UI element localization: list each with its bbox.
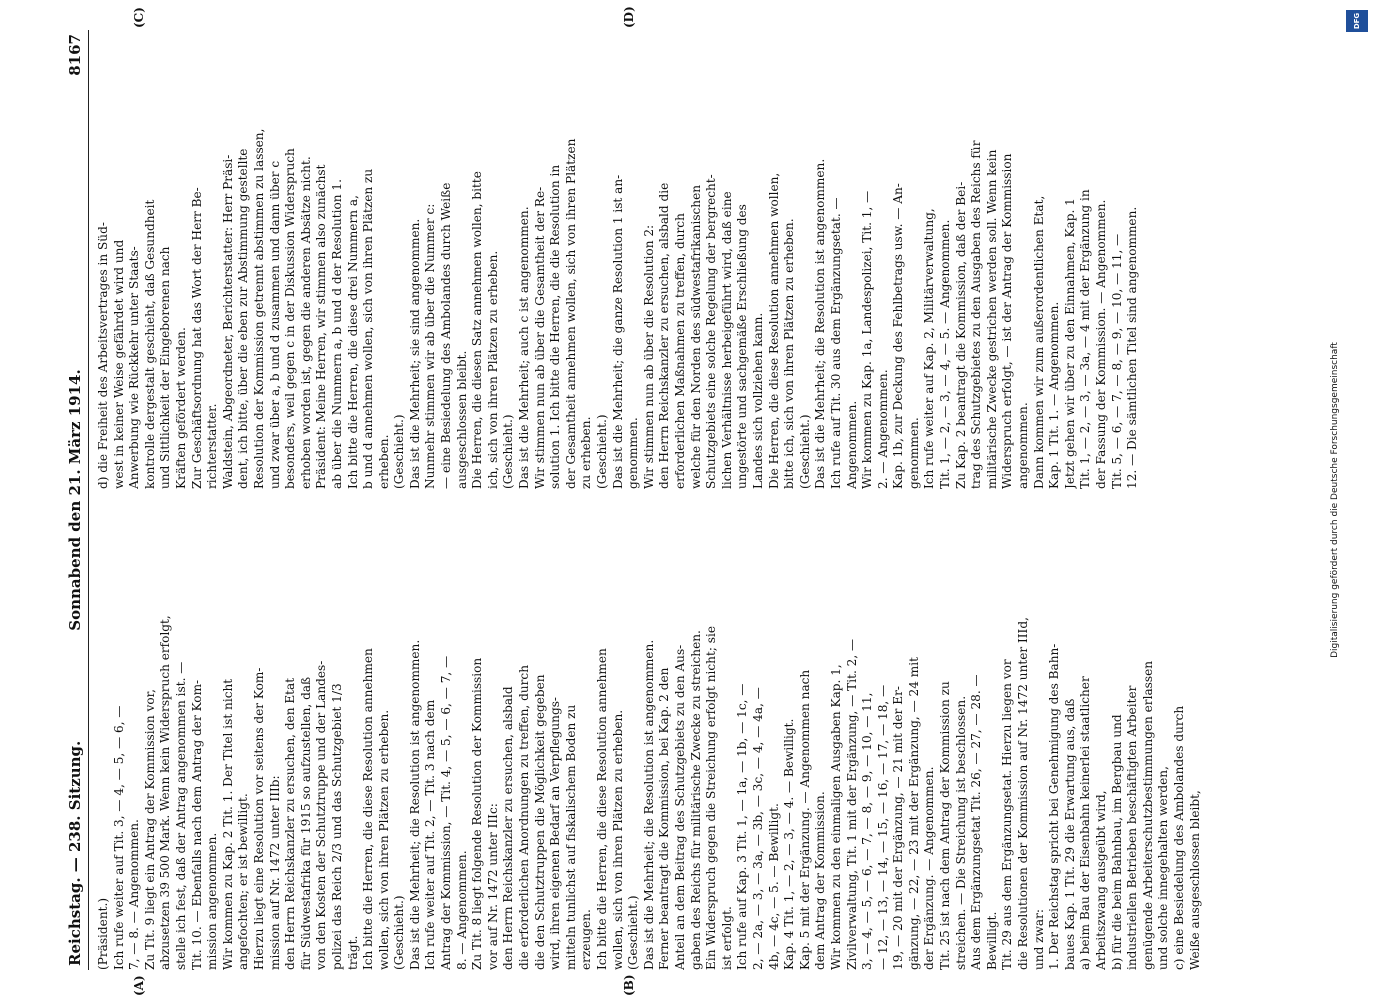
text-line: 2, — 2a, — 3, — 3a, — 3b, — 3c, — 4, — 4a, — [750,687,765,970]
margin-mark-c: (C) [132,7,146,28]
text-line: Kap. 1b, zur Deckung des Fehlbetrags usw. — An- [891,183,906,489]
text-line: (Geschieht.) [797,414,812,489]
text-line: Tit. 1, — 2, — 3, — 4, — 5. — Angenommen. [938,219,953,489]
text-line: vor auf Nr. 1472 unter IIIc: [485,803,500,970]
text-line: den Herrn Reichskanzler zu ersuchen, den Etat [283,677,298,970]
text-line: der Ergänzung. — Angenommen. [922,766,937,970]
text-line: (Geschieht.) [595,414,609,489]
text-line: (Geschieht.) [392,414,407,489]
text-line: ausgeschlossen bleibt. [454,350,469,489]
text-line: Zu Tit. 8 liegt folgende Resolution der Kommission [470,657,485,970]
text-line: Aus dem Ergänzungsetat Tit. 26, — 27, — 28. — [969,674,984,970]
text-line: genommen. [626,417,641,489]
text-line: streichen. — Die Streichung ist beschlossen. [953,695,968,970]
text-line: Anteil an dem Beitrag des Schutzgebiets zu den Aus- [672,644,687,970]
text-line: wollen, sich von ihren Plätzen zu erheben. [376,709,391,970]
text-line: a) beim Bau der Eisenbahn keinerlei staatlicher [1078,676,1093,970]
text-line: Resolution der Kommission getrennt abstimmen zu lassen, [251,128,266,489]
text-line: Wir stimmen nun ab über die Resolution 2: [641,224,656,489]
text-line: Wir stimmen nun ab über die Gesamtheit der Re- [532,186,547,489]
text-line: Tit. 10. — Ebenfalls nach dem Antrag der Kom- [189,679,204,970]
text-line: Tit. 29 aus dem Ergänzungsetat. Hierzu liegen vor [1000,659,1015,970]
text-line: und solche innegehalten werden, [1156,766,1171,970]
text-line: industriellen Betrieben beschäftigten Arbeiter [1125,685,1140,970]
text-line: (Präsident.) [96,897,110,970]
text-line: lichen Verhältnisse herbeigeführt wird, daß eine [719,191,734,489]
text-line: ab über die Nummern a, b und d der Resolution 1. [329,179,344,489]
text-line: Dann kommen wir zum außerordentlichen Etat, [1031,195,1046,489]
margin-mark-a: (A) [132,975,146,996]
text-line: gänzung, — 22, — 23 mit der Ergänzung, — 24 mit [906,657,921,970]
text-line: mitteln tunlichst auf fiskalischem Boden zu [563,704,578,970]
text-line: genügende Arbeiterschutzbestimmungen erlassen [1140,660,1155,970]
text-line: polizei das Reich 2/3 und das Schutzgebiet 1/3 [329,683,344,970]
text-line: stelle ich fest, daß der Antrag angenommen ist. — [173,661,188,970]
text-line: und zwar: [1031,909,1046,970]
text-line: Hierzu liegt eine Resolution vor seitens der Kom- [251,667,266,970]
text-line: bitte ich, sich von ihren Plätzen zu erheben. [782,218,797,489]
text-line: Ferner beantragt die Kommission, bei Kap. 2 den [657,667,672,970]
text-line: Zu Tit. 9 liegt ein Antrag der Kommission vor, [142,689,157,970]
text-line: mission auf Nr. 1472 unter IIIb: [267,775,282,970]
text-line: d) die Freiheit des Arbeitsvertrages in Süd- [96,222,110,489]
text-line: Zu Kap. 2 beantragt die Kommission, daß der Bei- [953,181,968,489]
text-line: Waldstein, Abgeordneter, Berichterstatter: Herr Präsi- [220,154,235,489]
text-line: Die Herren, die diese Resolution annehmen wollen, [766,172,781,489]
text-line: den Herrn Reichskanzler zu ersuchen, alsbald die [657,182,672,489]
text-line: Angenommen. [844,400,859,489]
text-line: (Geschieht.) [392,895,407,970]
text-line: Ich bitte die Herren, die diese Resolution annehmen [361,648,376,970]
text-line: gaben des Reichs für militärische Zwecke zu streichen. [688,630,703,970]
text-line: Ich bitte die Herren, die diese drei Nummern a, [345,195,360,489]
text-line: der Fassung der Kommission. — Angenommen. [1094,199,1108,489]
document-page [62,6,1340,996]
text-line: Tit. 1, — 2, — 3, — 3a, — 4 mit der Ergänzung in [1078,189,1093,489]
text-line: Weiße ausgeschlossen bleibt, [1187,790,1202,970]
text-line: b) für die beim Bahnbau, im Bergbau und [1109,714,1124,970]
text-line: Landes sich vollziehen kann. [750,312,765,489]
text-line: Tit. 5, — 6, — 7, — 8, — 9, — 10, — 11, — [1109,233,1124,489]
text-line: (Geschieht.) [501,414,516,489]
text-line: Ich bitte die Herren, die diese Resolution annehmen [595,648,609,970]
text-line: 19, — 20 mit der Ergänzung, — 21 mit der Er- [891,686,906,970]
text-line: Wir kommen zu den einmaligen Ausgaben Kap. 1, [828,664,843,970]
page-number: 8167 [66,34,84,76]
text-line: Ich rufe auf Kap. 3 Tit. 1, — 1a, — 1b, — 1c, — [735,683,750,970]
text-line: Das ist die Mehrheit; die Resolution ist angenommen. [813,158,828,489]
margin-mark-d: (D) [622,6,636,28]
text-line: welche für den Norden des südwestafrikanischen [688,184,703,489]
text-line: trag des Schutzgebietes zu den Ausgaben des Reichs für [969,140,984,489]
text-line: ungestörte und sachgemäße Erschließung des [735,204,750,489]
text-line: und zwar über a, b und d zusammen und dann über c [267,160,282,489]
text-line: 12. — Die sämtlichen Titel sind angenommen. [1125,206,1140,489]
text-line: für Südwestafrika für 1915 so aufzustellen, daß [298,676,313,970]
text-line: erhoben worden ist, gegen die anderen Absätze nicht. [298,156,313,489]
text-line: 8. — Angenommen. [454,850,469,970]
text-line: besonders, weil gegen c in der Diskussion Widerspruch [283,148,298,489]
header-center: Sonnabend den 21. März 1914. [66,369,84,631]
text-line: wollen, sich von ihren Plätzen zu erheben. [610,709,625,970]
text-line: Die Herren, die diesen Satz annehmen wollen, bitte [470,171,485,489]
text-line: baues Kap. 1 Tit. 29 die Erwartung aus, daß [1062,698,1077,970]
text-line: dent, ich bitte, über die eben zur Abstimmung gestellte [236,148,251,489]
text-line: Das ist die Mehrheit; auch c ist angenommen. [517,206,532,489]
header-left: Reichstag. — 238. Sitzung. [66,740,84,966]
text-line: Widerspruch erfolgt, — ist der Antrag der Kommission [1000,153,1015,489]
text-line: Anwerbung wie Rückkehr unter Staats- [127,246,142,489]
text-line: Jetzt gehen wir über zu den Einnahmen, Kap. 1 [1062,198,1077,489]
text-line: der Gesamtheit annehmen wollen, sich von ihren Plätzen [563,138,578,489]
text-line: von den Kosten der Schutztruppe und der Landes- [314,660,329,970]
text-line: 7, — 8. — Angenommen. [127,819,142,970]
text-line: Ich rufe auf Tit. 30 aus dem Ergänzungsetat. — [828,197,843,489]
text-line: abzusetzen 39 500 Mark. Wenn kein Widerspruch erfolgt, [158,615,173,970]
text-line: ist erfolgt. [719,906,734,970]
text-line: Ein Widerspruch gegen die Streichung erfolgt nicht; sie [704,626,719,970]
text-line: die Resolutionen der Kommission auf Nr. 1472 unter IIId, [1016,617,1031,970]
text-line: kontrolle dergestalt geschieht, daß Gesundheit [142,199,157,489]
margin-mark-b: (B) [622,974,636,996]
text-line: Kap. 4 Tit. 1, — 2, — 3, — 4. — Bewilligt. [782,718,797,970]
text-line: Tit. 25 ist nach dem Antrag der Kommission zu [938,681,953,970]
text-line: Wir kommen zu Kap. 2 Tit. 1. Der Titel ist nicht [220,678,235,970]
text-line: Das ist die Mehrheit; sie sind angenommen. [407,218,422,489]
dfg-logo: DFG [1346,10,1368,32]
right-text-column [96,44,1314,489]
text-line: und Sittlichkeit der Eingeborenen nach [158,246,173,489]
text-line: Schutzgebiets eine solche Regelung der bergrecht- [704,174,719,489]
text-line: ich, sich von ihren Plätzen zu erheben. [485,250,500,489]
text-line: 2. — Angenommen. [875,369,890,489]
text-line: Ich rufe weiter auf Tit. 2, — Tit. 3 nach dem [423,699,438,970]
text-line: Das ist die Mehrheit; die Resolution ist angenommen. [407,639,422,970]
digitization-note: Digitalisierung gefördert durch die Deutsche Forschungsgemeinschaft [1330,342,1340,658]
text-line: 4b, — 4c, — 5. — Bewilligt. [766,803,781,970]
page-header [62,30,89,970]
text-line: erheben. [376,434,391,489]
text-line: b und d annehmen wollen, sich von ihren Plätzen zu [361,168,376,489]
text-line: Das ist die Mehrheit; die ganze Resolution 1 ist an- [610,174,625,489]
text-line: Arbeitszwang ausgeübt wird, [1094,790,1108,970]
text-line: mission angenommen. [205,832,220,970]
text-line: dem Antrag der Kommission. [813,791,828,970]
text-line: erforderlichen Maßnahmen zu treffen, durch [672,213,687,489]
text-line: den Herrn Reichskanzler zu ersuchen, alsbald [501,686,516,970]
text-line: genommen. [906,417,921,489]
text-line: (Geschieht.) [626,895,641,970]
text-line: angenommen. [1016,402,1031,489]
text-line: Kap. 1 Tit. 1. — Angenommen. [1047,301,1062,489]
text-line: Antrag der Kommission, — Tit. 4, — 5, — 6, — 7, — [439,655,454,970]
text-line: west in keiner Weise gefährdet wird und [111,239,126,489]
text-line: richterstatter. [205,403,220,489]
text-line: erzeugen. [579,909,594,970]
text-line: angefochten; er ist bewilligt. [236,793,251,970]
text-line: trägt. [345,935,360,970]
text-line: Ich rufe weiter auf Kap. 2, Militärverwaltung, [922,208,937,489]
text-line: — 12, — 13, — 14, — 15, — 16, — 17, — 18, — [875,684,890,970]
text-line: 1. Der Reichstag spricht bei Genehmigung des Bahn- [1047,643,1062,970]
text-line: 3, — 4, — 5, — 6, — 7, — 8, — 9, — 10, — 11, [860,692,875,970]
text-line: Kap. 5 mit der Ergänzung. — Angenommen nach [797,669,812,970]
text-line: Präsident: Meine Herren, wir stimmen also zunächst [314,164,329,489]
text-line: c) eine Besiedelung des Ambolandes durch [1171,705,1186,970]
text-line: Kräften gefördert werden. [173,327,188,489]
text-line: die erforderlichen Anordnungen zu treffen, durch [517,665,532,970]
text-line: solution 1. Ich bitte die Herren, die die Resolution in [548,164,563,489]
left-text-column [96,525,1314,970]
text-line: militärische Zwecke gestrichen werden soll. Wenn kein [984,149,999,489]
text-line: — eine Besiedelung des Ambolandes durch Weiße [439,182,454,489]
text-line: Nunmehr stimmen wir ab über die Nummer c: [423,203,438,489]
text-line: zu erheben. [579,416,594,489]
text-line: Zivilverwaltung, Tit. 1 mit der Ergänzung, — Tit. 2, — [844,638,859,970]
text-line: Ich rufe weiter auf Tit. 3, — 4, — 5, — 6, — [111,705,126,970]
text-line: Wir kommen zu Kap. 1a, Landespolizei, Tit. 1, — [860,190,875,489]
text-line: wird, ihren eigenen Bedarf an Verpflegungs- [548,697,563,970]
text-line: Das ist die Mehrheit; die Resolution ist angenommen. [641,639,656,970]
text-line: die den Schutztruppen die Möglichkeit gegeben [532,674,547,970]
text-line: Bewilligt. [984,911,999,970]
text-line: Zur Geschäftsordnung hat das Wort der Herr Be- [189,187,204,489]
